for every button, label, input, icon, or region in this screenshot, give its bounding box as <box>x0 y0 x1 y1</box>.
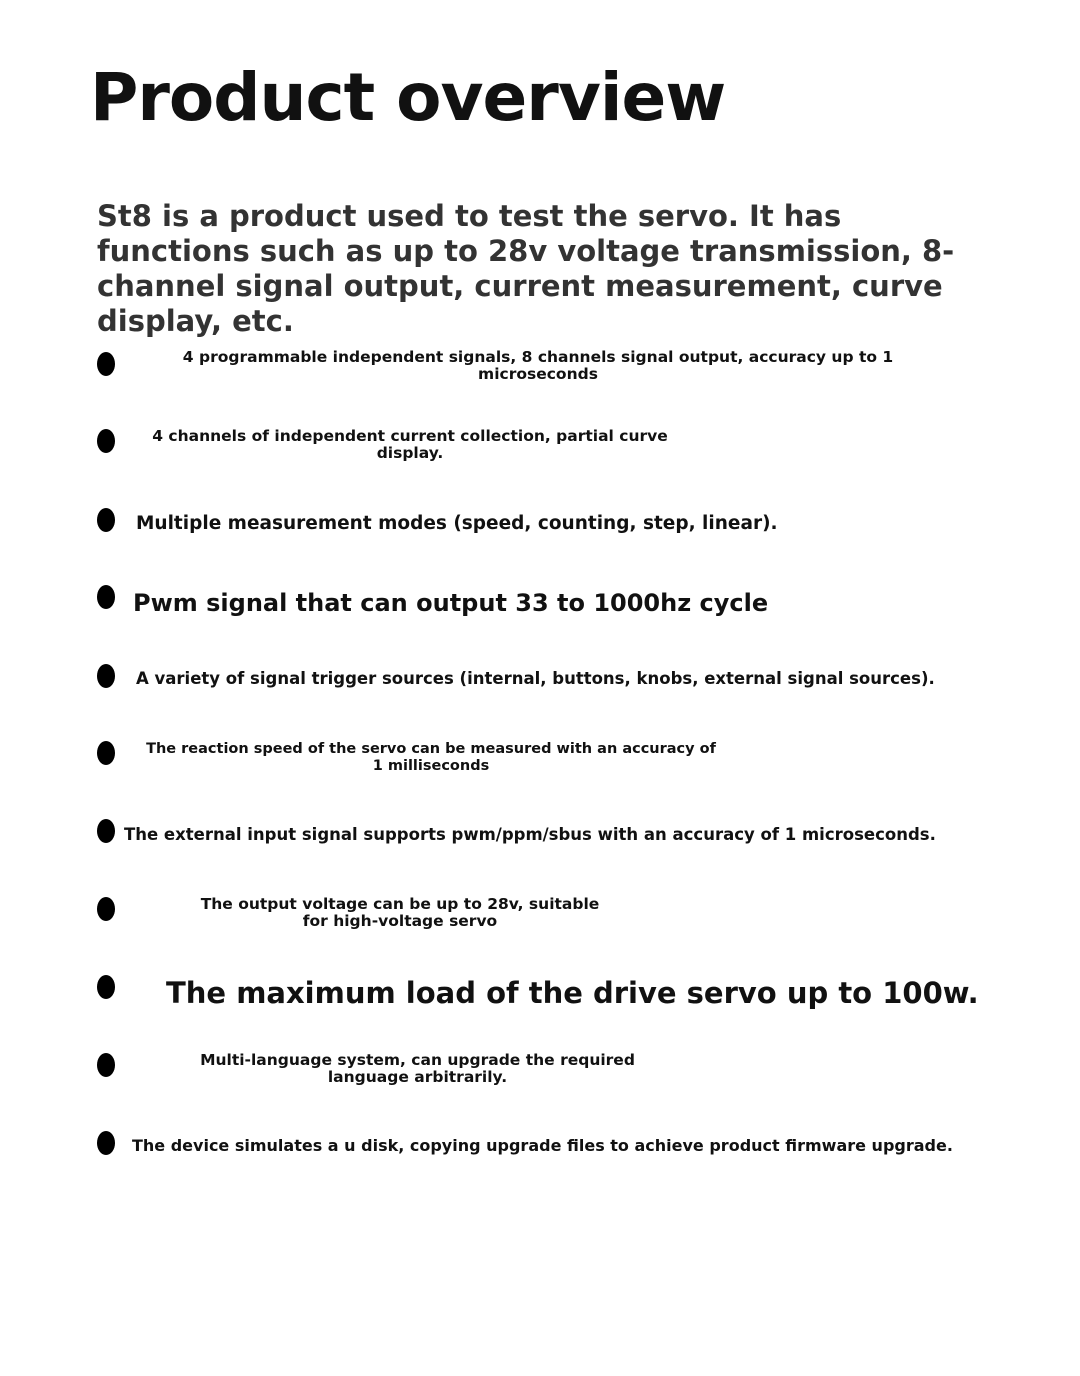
feature-text: 4 programmable independent signals, 8 channels signal output, accuracy up to 1 microseconds <box>182 348 894 383</box>
bullet-dot-icon <box>97 741 115 765</box>
feature-text: Multiple measurement modes (speed, counting, step, linear). <box>136 513 778 534</box>
bullet-dot-icon <box>97 1053 115 1077</box>
page-title: Product overview <box>90 59 726 136</box>
feature-text: Pwm signal that can output 33 to 1000hz cycle <box>133 589 769 617</box>
bullet-dot-icon <box>97 352 115 376</box>
bullet-dot-icon <box>97 975 115 999</box>
feature-text: A variety of signal trigger sources (internal, buttons, knobs, external signal sources). <box>136 669 935 688</box>
feature-text: The external input signal supports pwm/ppm/sbus with an accuracy of 1 microseconds. <box>124 825 936 844</box>
bullet-dot-icon <box>97 508 115 532</box>
bullet-dot-icon <box>97 585 115 609</box>
bullet-dot-icon <box>97 819 115 843</box>
bullet-dot-icon <box>97 1131 115 1155</box>
bullet-dot-icon <box>97 897 115 921</box>
intro-paragraph: St8 is a product used to test the servo. It has functions such as up to 28v voltage transmission, 8-channel signal output, current measurement, curve display, etc. <box>97 199 955 338</box>
feature-text: The output voltage can be up to 28v, suitable for high-voltage servo <box>200 895 600 930</box>
feature-text: Multi-language system, can upgrade the required language arbitrarily. <box>200 1051 635 1086</box>
feature-text: 4 channels of independent current collection, partial curve display. <box>152 427 668 462</box>
feature-text: The reaction speed of the servo can be measured with an accuracy of 1 milliseconds <box>146 741 716 774</box>
bullet-dot-icon <box>97 664 115 688</box>
bullet-dot-icon <box>97 429 115 453</box>
feature-text: The device simulates a u disk, copying upgrade files to achieve product firmware upgrade. <box>132 1136 953 1155</box>
feature-text: The maximum load of the drive servo up to 100w. <box>166 976 979 1010</box>
